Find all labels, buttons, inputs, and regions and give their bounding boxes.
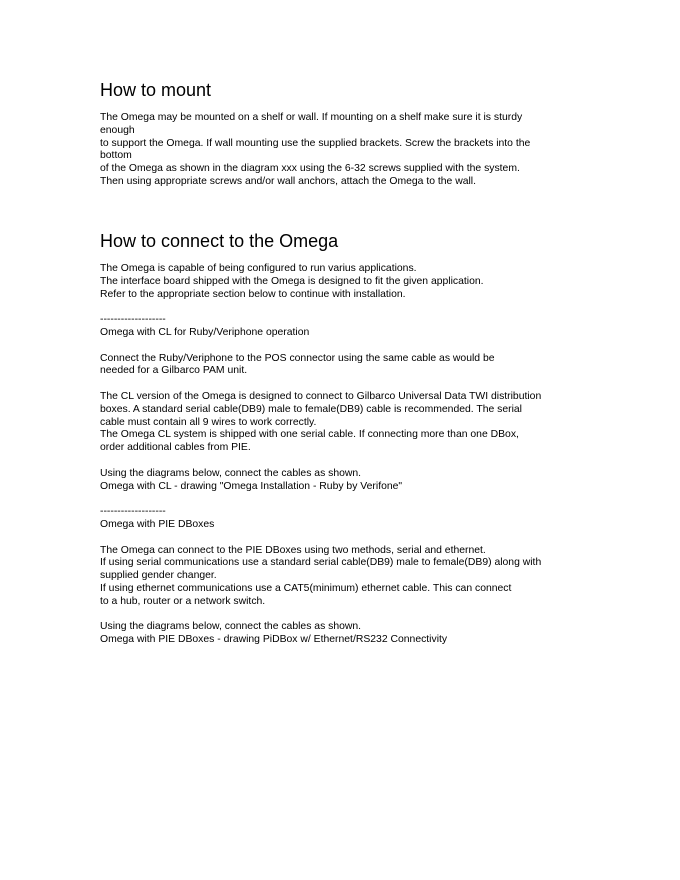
text-line: to support the Omega. If wall mounting use the supplied brackets. Screw the brackets into the — [100, 137, 531, 149]
text-line: boxes. A standard serial cable(DB9) male to female(DB9) cable is recommended. The serial — [100, 403, 522, 415]
text-line: The interface board shipped with the Omega is designed to fit the given application. — [100, 275, 484, 287]
text-line: Using the diagrams below, connect the cables as shown. — [100, 621, 362, 633]
drawing-reference-pie: Omega with PIE DBoxes - drawing PiDBox w/ Ethernet/RS232 Connectivity — [100, 634, 448, 646]
text-line: Connect the Ruby/Veriphone to the POS connector using the same cable as would be — [100, 352, 495, 364]
text-line: supplied gender changer. — [100, 570, 217, 582]
text-line: Refer to the appropriate section below to continue with installation. — [100, 288, 406, 300]
text-line: The Omega can connect to the PIE DBoxes using two methods, serial and ethernet. — [100, 544, 486, 556]
text-line: of the Omega as shown in the diagram xxx using the 6-32 screws supplied with the system. — [100, 163, 520, 175]
section-divider: ------------------- — [100, 506, 166, 518]
text-line: cable must contain all 9 wires to work correctly. — [100, 416, 317, 428]
subsection-title-pie: Omega with PIE DBoxes — [100, 518, 215, 530]
mount-instructions — [100, 112, 580, 189]
text-line: enough — [100, 124, 135, 136]
text-line: If using ethernet communications use a CAT5(minimum) ethernet cable. This can connect — [100, 582, 512, 594]
heading-how-to-mount: How to mount — [100, 80, 212, 100]
text-line: If using serial communications use a standard serial cable(DB9) male to female(DB9) along with — [100, 557, 542, 569]
text-line: to a hub, router or a network switch. — [100, 595, 266, 607]
text-line: The CL version of the Omega is designed to connect to Gilbarco Universal Data TWI distribution — [100, 390, 542, 402]
drawing-reference-cl: Omega with CL - drawing "Omega Installation - Ruby by Verifone" — [100, 480, 403, 492]
text-line: order additional cables from PIE. — [100, 442, 251, 454]
text-line: Then using appropriate screws and/or wall anchors, attach the Omega to the wall. — [100, 175, 476, 187]
connect-body — [100, 263, 580, 647]
section-divider: ------------------- — [100, 314, 166, 326]
text-line: Using the diagrams below, connect the cables as shown. — [100, 467, 362, 479]
text-line: The Omega may be mounted on a shelf or wall. If mounting on a shelf make sure it is sturdy — [100, 112, 523, 123]
subsection-title-cl: Omega with CL for Ruby/Veriphone operation — [100, 326, 310, 338]
text-line: bottom — [100, 150, 132, 162]
text-line: needed for a Gilbarco PAM unit. — [100, 365, 248, 377]
text-line: The Omega CL system is shipped with one serial cable. If connecting more than one DBox, — [100, 429, 519, 441]
text-line: The Omega is capable of being configured to run varius applications. — [100, 263, 417, 274]
heading-how-to-connect: How to connect to the Omega — [100, 231, 339, 251]
